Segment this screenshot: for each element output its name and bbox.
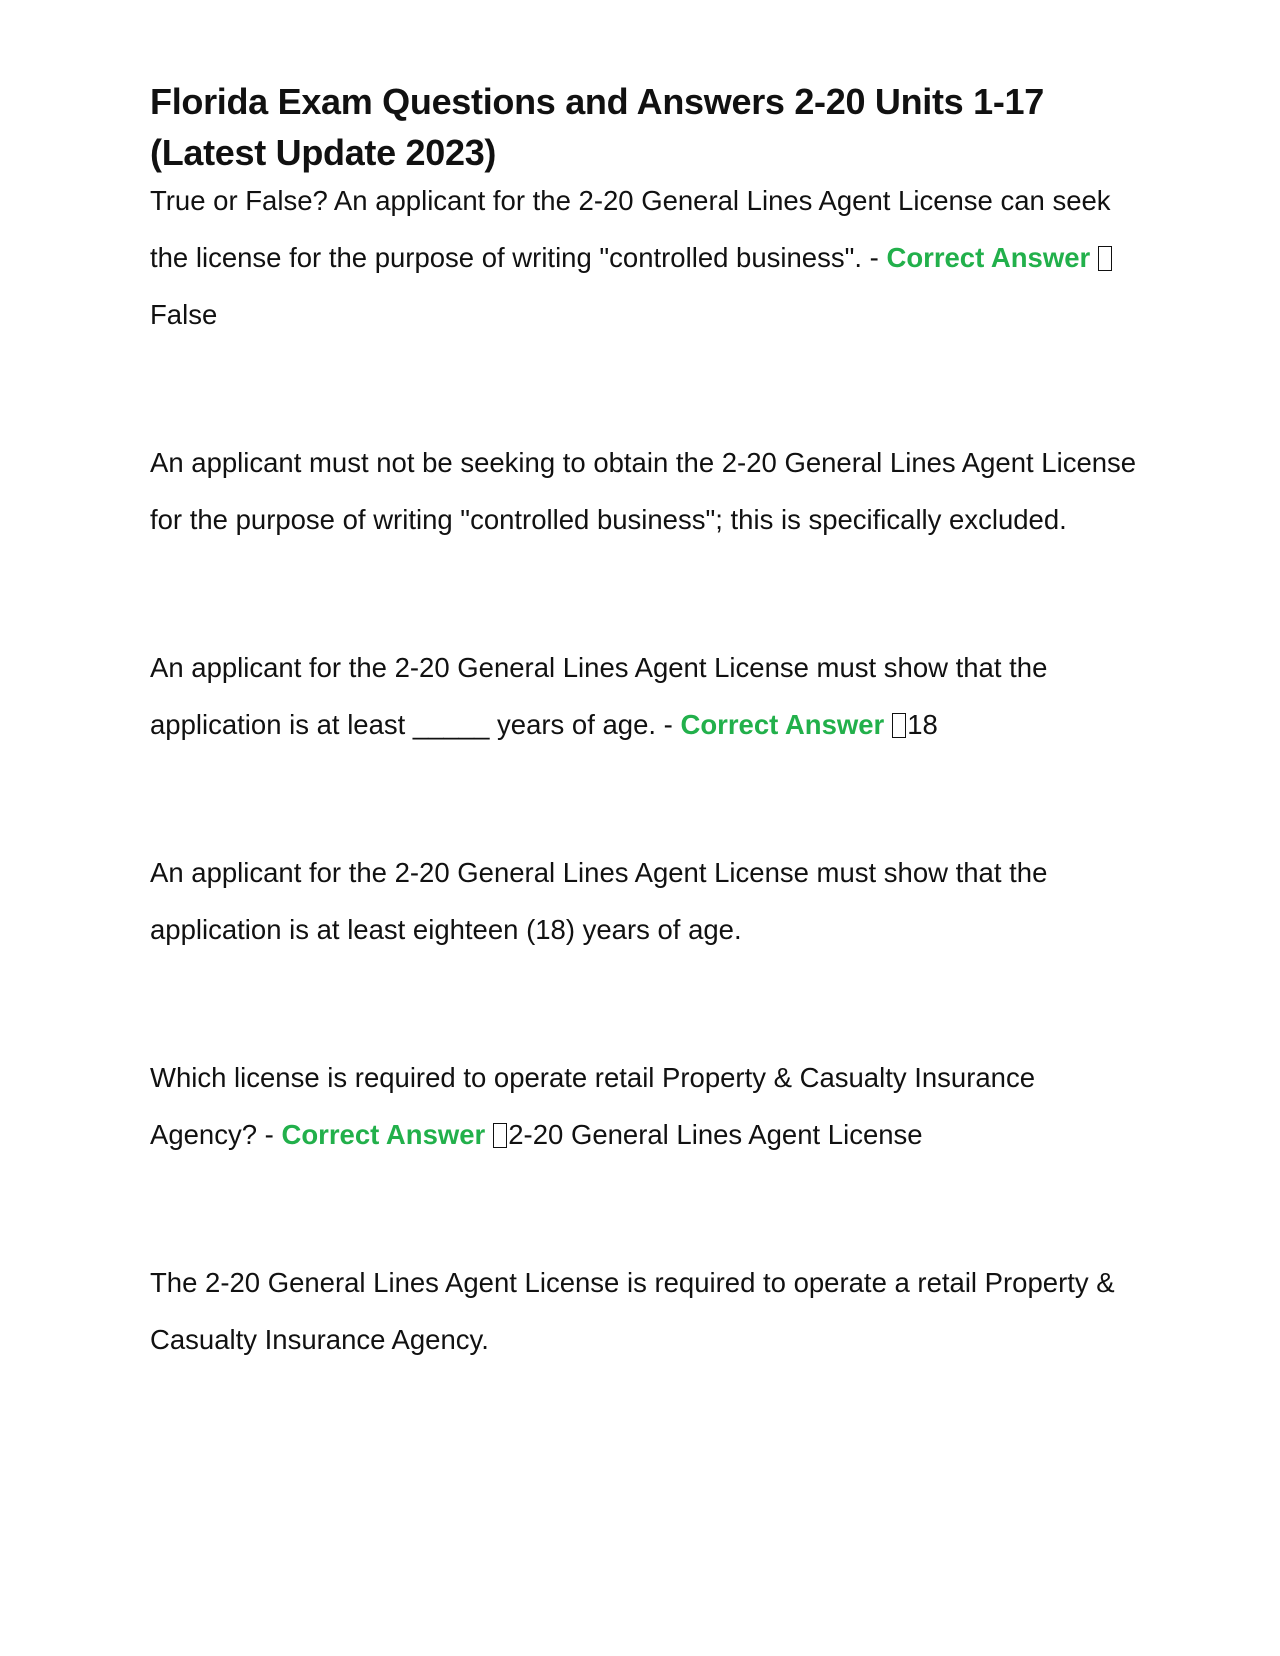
title-line-2: (Latest Update 2023) <box>150 132 497 173</box>
question-answer-3 <box>150 1049 1140 1163</box>
question-answer-1 <box>150 172 1140 343</box>
explanation-3: The 2-20 General Lines Agent License is required to operate a retail Property & Casualty Insurance Agency. <box>150 1267 1115 1355</box>
title-line-1: Florida Exam Questions and Answers 2-20 Units 1-17 <box>150 81 1044 122</box>
separator: - <box>257 1119 282 1150</box>
question-text: An applicant for the 2-20 General Lines Agent License must show that the application is at least _____ years of age. <box>150 652 1048 740</box>
correct-answer-label: Correct Answer <box>886 242 1091 273</box>
answer-text: 2-20 General Lines Agent License <box>508 1119 923 1150</box>
explanation-2: An applicant for the 2-20 General Lines Agent License must show that the application is at least eighteen (18) years of age. <box>150 857 1048 945</box>
question-answer-2 <box>150 639 1140 753</box>
separator: - <box>656 709 681 740</box>
document-page <box>150 76 1140 1368</box>
correct-answer-label: Correct Answer <box>281 1119 486 1150</box>
explanation-1: An applicant must not be seeking to obtain the 2-20 General Lines Agent License for the purpose of writing "controlled business"; this is specifically excluded. <box>150 447 1137 535</box>
question-text: Which license is required to operate retail Property & Casualty Insurance Agency? <box>150 1062 1036 1150</box>
question-text: True or False? An applicant for the 2-20 General Lines Agent License can seek the license for the purpose of writing "controlled business". <box>150 185 1111 273</box>
missing-glyph-box-icon <box>493 1123 507 1148</box>
document-title <box>150 76 1140 178</box>
missing-glyph-box-icon <box>1098 246 1112 271</box>
answer-text: 18 <box>907 709 938 740</box>
separator: - <box>862 242 887 273</box>
missing-glyph-box-icon <box>892 713 906 738</box>
correct-answer-label: Correct Answer <box>680 709 885 740</box>
answer-text: False <box>150 299 218 330</box>
